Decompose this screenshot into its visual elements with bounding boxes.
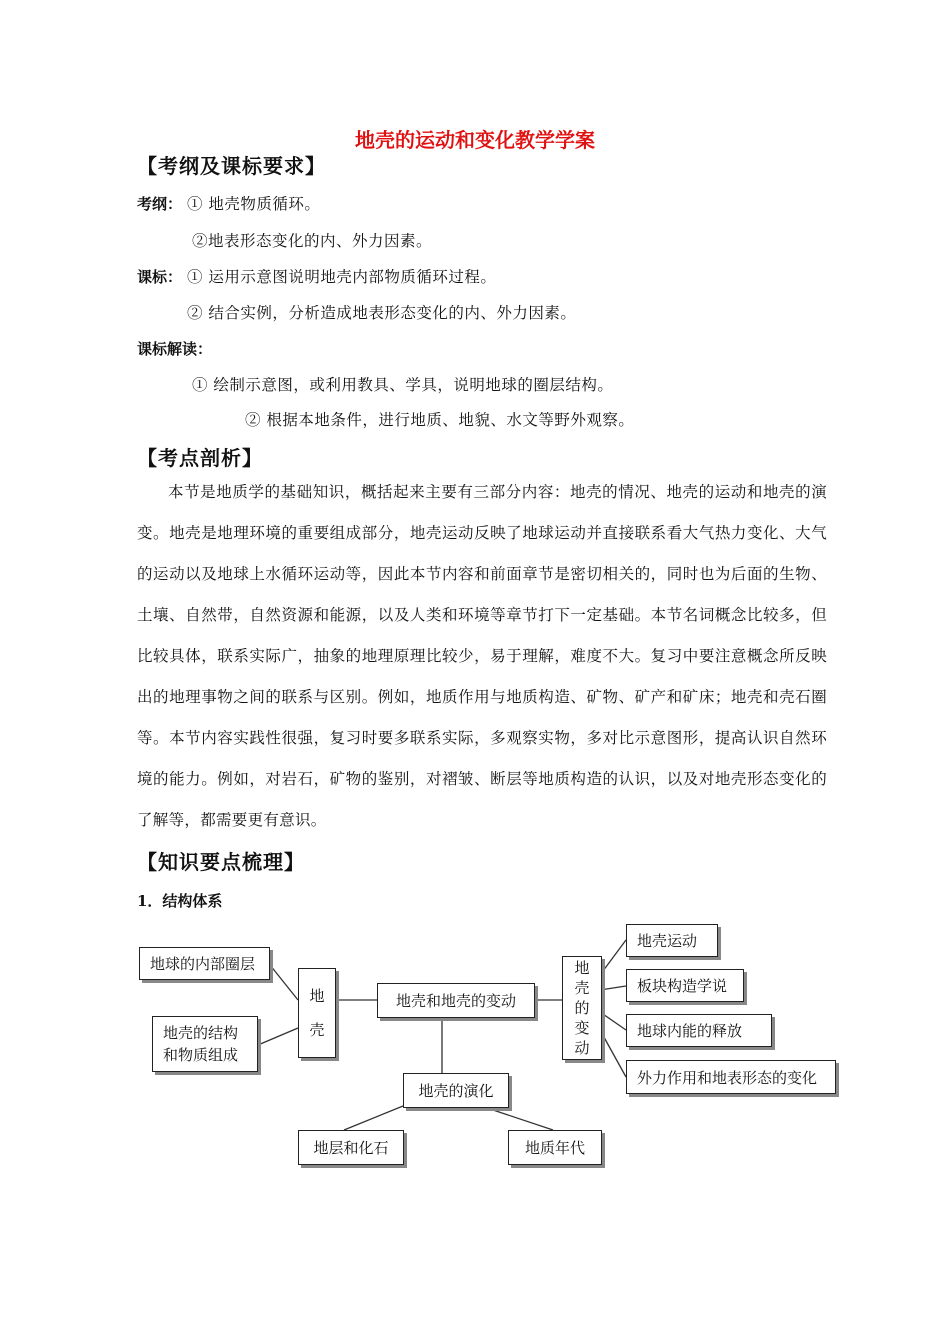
box-geologic-time	[508, 1130, 602, 1165]
connector-evolution-strata	[344, 1106, 403, 1130]
box-crust-structure	[152, 1016, 258, 1072]
connector-inner-layers	[270, 965, 298, 1000]
box-evolution-label: 地壳的演化	[418, 1082, 494, 1100]
section-heading-analysis: 【考点剖析】	[137, 446, 263, 470]
box-center-label: 地壳和地壳的变动	[395, 992, 516, 1010]
section-heading-knowledge: 【知识要点梳理】	[137, 850, 305, 874]
box-crust-change-char-2: 壳	[574, 979, 590, 997]
box-crust-change-char-3: 的	[574, 999, 590, 1017]
box-crust-movement	[626, 924, 718, 957]
box-plate-tectonics	[626, 969, 744, 1002]
box-crust-change-char-5: 动	[574, 1039, 590, 1057]
box-inner-layers-label: 地球的内部圈层	[150, 955, 256, 973]
box-plate-tectonics-label: 板块构造学说	[637, 977, 728, 995]
subheading-structure: 1．结构体系	[137, 892, 223, 910]
box-external-forces-label: 外力作用和地表形态的变化	[637, 1068, 818, 1087]
box-crust-change-char-4: 变	[574, 1019, 590, 1037]
jiedu-label: 课标解读：	[137, 340, 213, 358]
box-strata-fossils-label: 地层和化石	[313, 1139, 389, 1157]
connector-crust-structure	[258, 1028, 298, 1045]
box-external-forces	[626, 1060, 836, 1094]
box-center	[377, 983, 535, 1018]
box-crust-structure-line2: 和物质组成	[163, 1046, 239, 1064]
connector-right-2	[600, 986, 626, 990]
box-crust-structure-line1: 地壳的结构	[163, 1024, 239, 1042]
box-crust-change-char-1: 地	[574, 959, 590, 977]
kebiao-item-2: ② 结合实例，分析造成地表形态变化的内、外力因素。	[187, 304, 577, 322]
connector-right-3	[600, 1012, 626, 1030]
section-heading-requirements: 【考纲及课标要求】	[137, 154, 326, 178]
box-crust-char-2: 壳	[309, 1021, 325, 1039]
connector-right-1	[600, 940, 626, 975]
analysis-text: 本节是地质学的基础知识，概括起来主要有三部分内容：地壳的情况、地壳的运动和地壳的演变。地壳是地理环境的重要组成部分，地壳运动反映了地球运动并直接联系看大气热力变化、大气的运动以及地球上水循环运动等，因此本节内容和前面章节是密切相关的，同时也为后面的生物、土壤、自然带，自然资源和能源，以及人类和环境等章节打下一定基础。本节名词概念比较多，但比较具体，联系实际广，抽象的地理原理比较少，易于理解，难度不大。复习中要注意概念所反映出的地理事物之间的联系与区别。例如，地质作用与地质构造、矿物、矿产和矿床；地壳和壳石圈等。本节内容实践性很强，复习时要多联系实际，多观察实物，多对比示意图形，提高认识自然环境的能力。例如，对岩石，矿物的鉴别，对褶皱、断层等地质构造的认识，以及对地壳形态变化的了解等，都需要更有意识。	[137, 483, 827, 829]
box-strata-fossils	[298, 1130, 404, 1165]
connector-right-4	[600, 1030, 626, 1077]
connector-evolution-time	[481, 1106, 553, 1130]
box-crust-char-1: 地	[309, 987, 325, 1005]
box-crust-change	[562, 956, 602, 1060]
jiedu-item-1: ① 绘制示意图，或利用教具、学具，说明地球的圈层结构。	[192, 376, 614, 394]
kaogang-label: 考纲：	[137, 195, 183, 213]
box-geologic-time-label: 地质年代	[524, 1139, 585, 1157]
jiedu-item-2: ② 根据本地条件，进行地质、地貌、水文等野外观察。	[245, 411, 635, 429]
box-inner-layers	[139, 947, 270, 980]
box-internal-energy-label: 地球内能的释放	[637, 1022, 743, 1040]
kaogang-item-1: ① 地壳物质循环。	[187, 195, 321, 213]
box-crust-movement-label: 地壳运动	[637, 932, 698, 950]
box-crust	[298, 968, 336, 1058]
kebiao-item-1: ① 运用示意图说明地壳内部物质循环过程。	[187, 268, 497, 286]
kaogang-item-2: ②地表形态变化的内、外力因素。	[192, 232, 433, 250]
page-title: 地壳的运动和变化教学学案	[355, 128, 595, 152]
box-evolution	[403, 1073, 509, 1108]
kebiao-label: 课标：	[137, 268, 183, 286]
box-internal-energy	[626, 1014, 772, 1047]
